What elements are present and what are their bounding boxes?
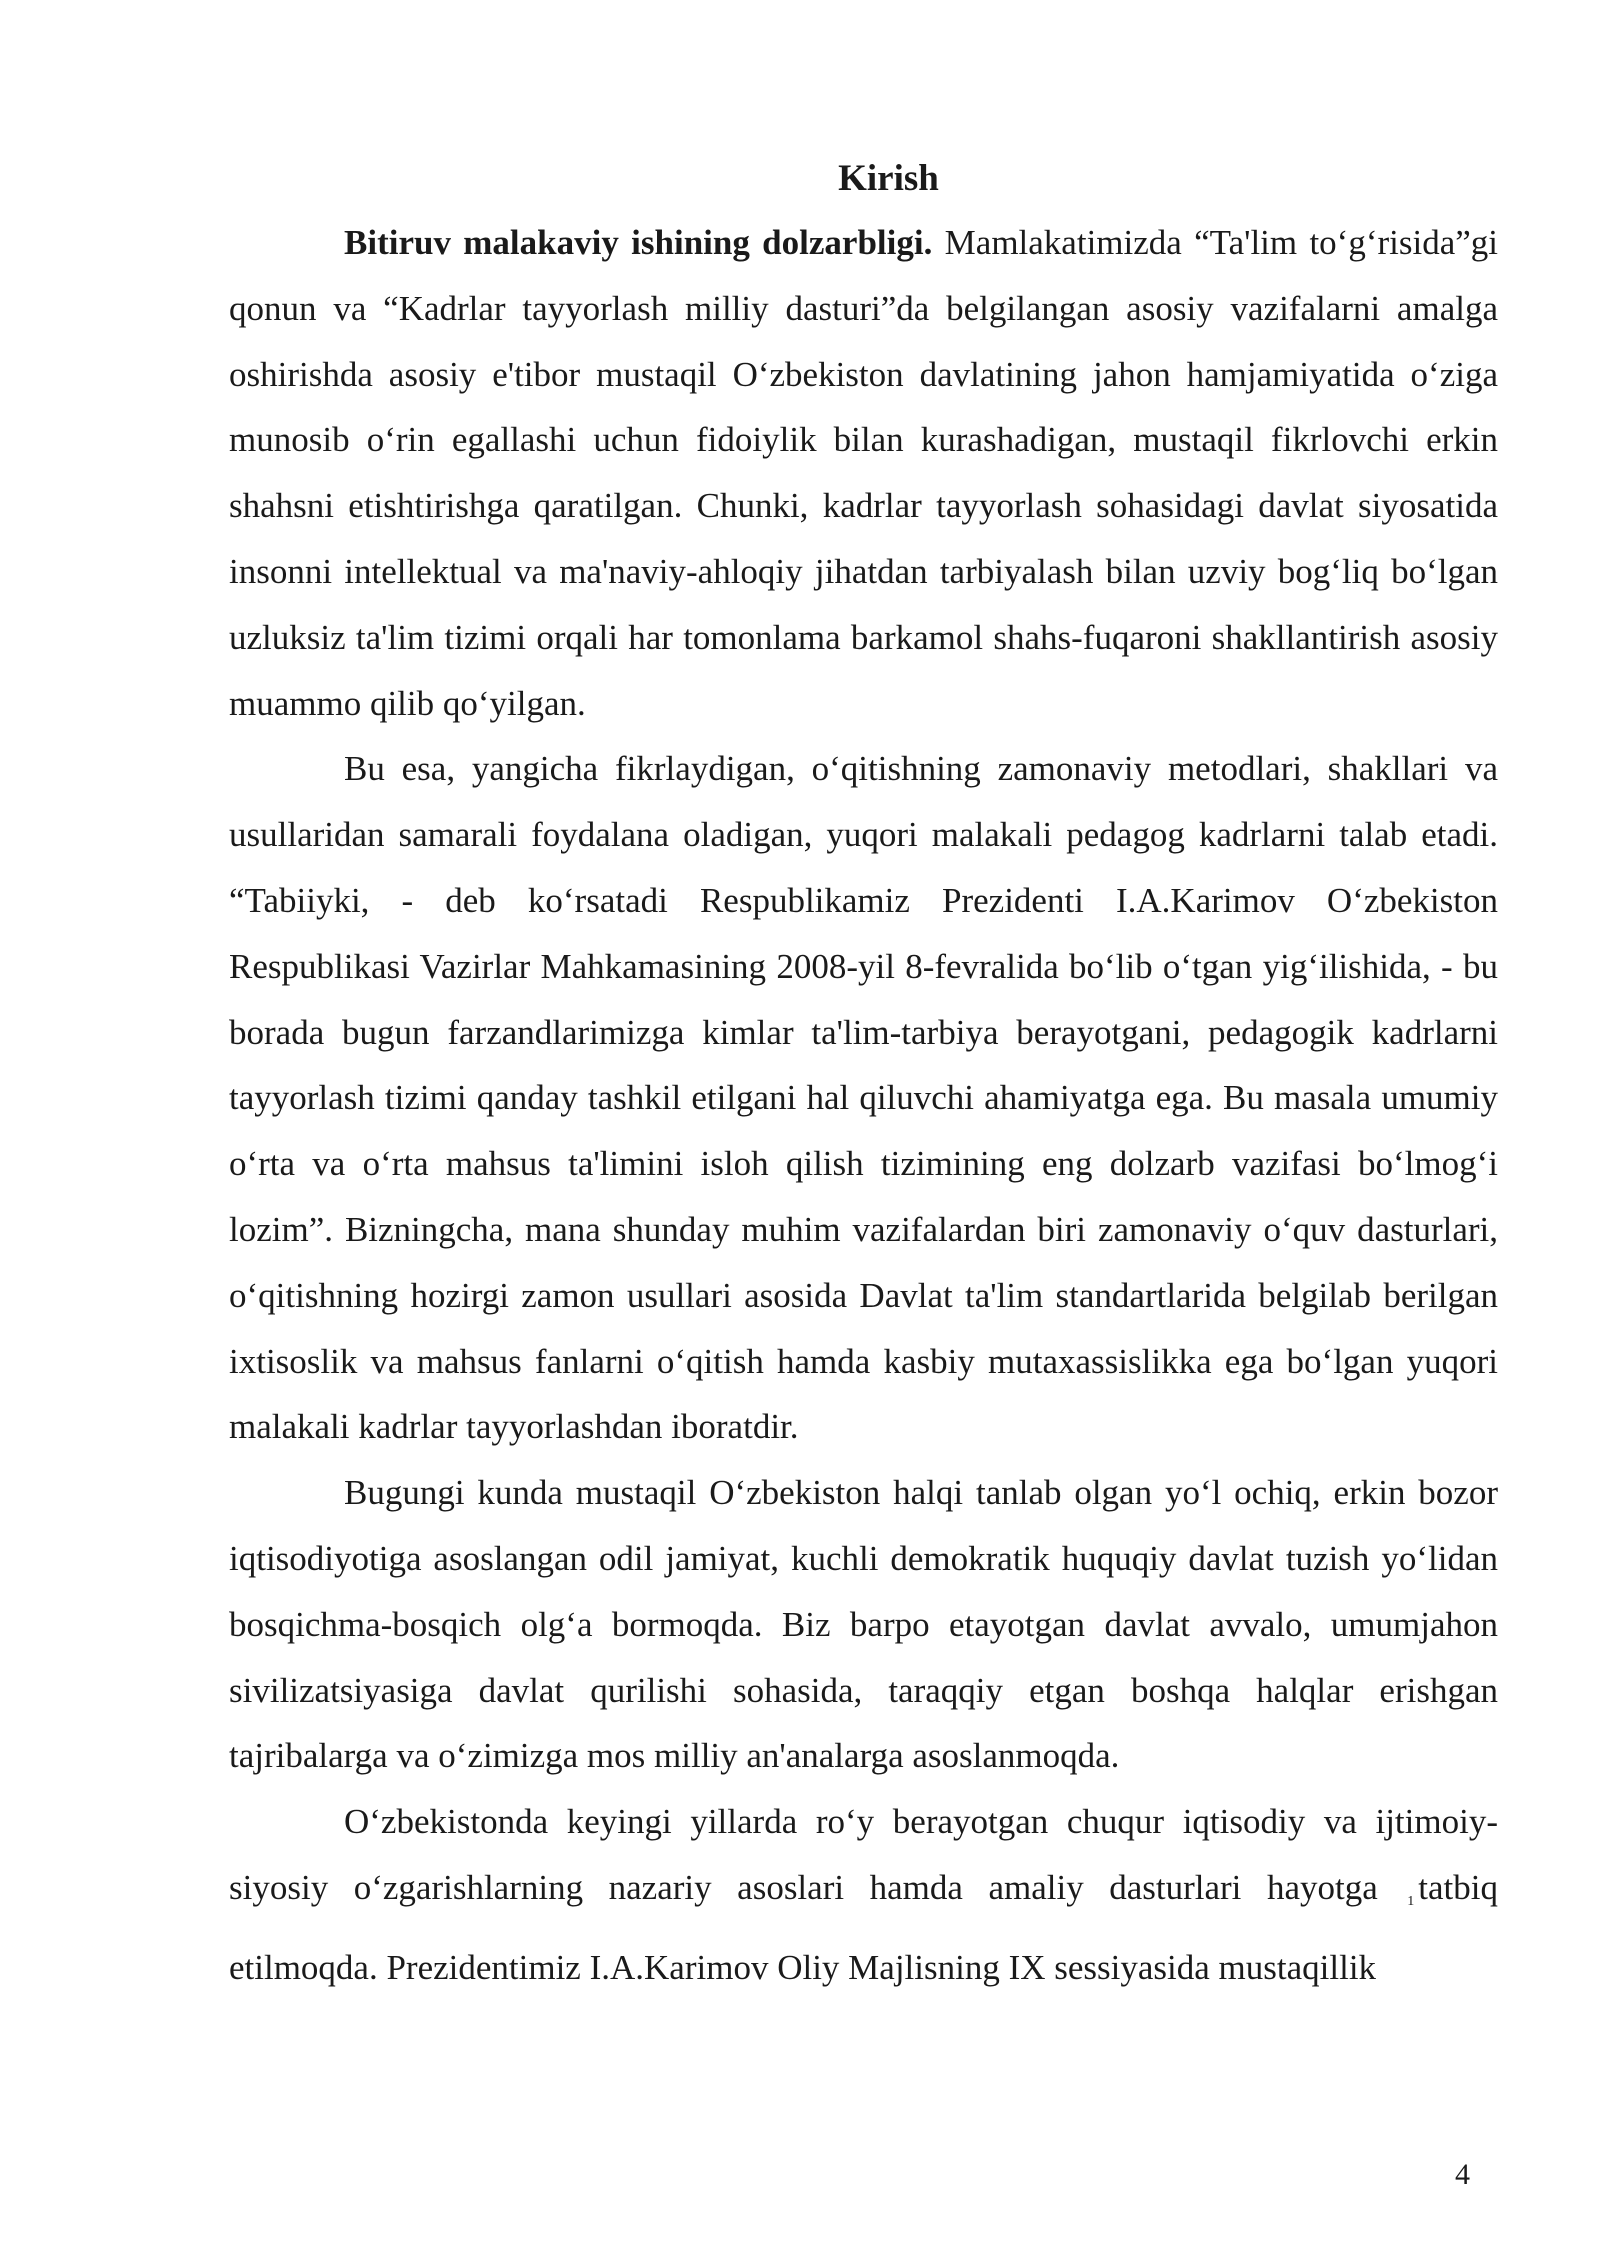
paragraph-3 bbox=[229, 1460, 1498, 1789]
page-content bbox=[229, 148, 1498, 2001]
paragraph-1 bbox=[229, 210, 1498, 736]
paragraph-text-continued: tatbiq etilmoqda. Prezidentimiz I.A.Karimov Oliy Majlisning IX sessiyasida mustaqillik bbox=[229, 1867, 1499, 1987]
page-number: 4 bbox=[1455, 2158, 1470, 2191]
paragraph-text: Bugungi kunda mustaqil O‘zbekiston halqi tanlab olgan yo‘l ochiq, erkin bozor iqtisodiyotiga asoslangan odil jamiyat, kuchli demokratik huquqiy davlat tuzish yo‘lidan bosqichma-bosqich olg‘a bormoqda. Biz barpo etayotgan davlat avvalo, umumjahon sivilizatsiyasiga davlat qurilishi sohasida, taraqqiy etgan boshqa halqlar erishgan tajribalarga va o‘zimizga mos milliy an'analarga asoslanmoqda. bbox=[229, 1473, 1498, 1776]
paragraph-4 bbox=[229, 1789, 1498, 2000]
footnote-mark[interactable]: 1 bbox=[1407, 1893, 1415, 1909]
paragraph-text: O‘zbekistonda keyingi yillarda ro‘y berayotgan chuqur iqtisodiy va ijtimoiy-siyosiy o‘zgarishlarning nazariy asoslari hamda amaliy dasturlari hayotga bbox=[229, 1802, 1498, 1907]
paragraph-2 bbox=[229, 736, 1498, 1460]
paragraph-text: Bu esa, yangicha fikrlaydigan, o‘qitishning zamonaviy metodlari, shakllari va usullaridan samarali foydalana oladigan, yuqori malakali pedagog kadrlarni talab etadi. “Tabiiyki, - deb ko‘rsatadi Respublikamiz Prezidenti I.A.Karimov O‘zbekiston Respublikasi Vazirlar Mahkamasining 2008-yil 8-fevralida bo‘lib o‘tgan yig‘ilishida, - bu borada bugun farzandlarimizga kimlar ta'lim-tarbiya berayotgani, pedagogik kadrlarni tayyorlash tizimi qanday tashkil etilgani hal qiluvchi ahamiyatga ega. Bu masala umumiy o‘rta va o‘rta mahsus ta'limini isloh qilish tizimining eng dolzarb vazifasi bo‘lmog‘i lozim”. Bizningcha, mana shunday muhim vazifalardan biri zamonaviy o‘quv dasturlari, o‘qitishning hozirgi zamon usullari asosida Davlat ta'lim standartlarida belgilab berilgan ixtisoslik va mahsus fanlarni o‘qitish hamda kasbiy mutaxassislikka ega bo‘lgan yuqori malakali kadrlar tayyorlashdan iboratdir. bbox=[229, 749, 1498, 1447]
page-title: Kirish bbox=[838, 158, 939, 199]
paragraph-text: Mamlakatimizda “Ta'lim to‘g‘risida”gi qonun va “Kadrlar tayyorlash milliy dasturi”da belgilangan asosiy vazifalarni amalga oshirishda asosiy e'tibor mustaqil O‘zbekiston davlatining jahon hamjamiyatida o‘ziga munosib o‘rin egallashi uchun fidoiylik bilan kurashadigan, mustaqil fikrlovchi erkin shahsni etishtirishga qaratilgan. Chunki, kadrlar tayyorlash sohasidagi davlat siyosatida insonni intellektual va ma'naviy-ahloqiy jihatdan tarbiyalash bilan uzviy bog‘liq bo‘lgan uzluksiz ta'lim tizimi orqali har tomonlama barkamol shahs-fuqaroni shakllantirish asosiy muammo qilib qo‘yilgan. bbox=[229, 223, 1498, 723]
paragraph-lead: Bitiruv malakaviy ishining dolzarbligi. bbox=[344, 223, 933, 262]
